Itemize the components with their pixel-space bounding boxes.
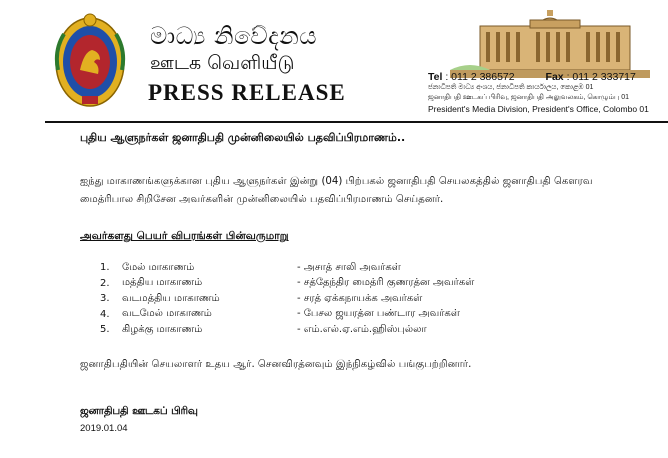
governor-name: - சத்தேந்திர மைத்ரி குணரத்ன அவர்கள் [297, 277, 475, 289]
address-english: President's Media Division, President's Office, Colombo 01 [428, 104, 649, 114]
item-number: 1. [100, 262, 110, 274]
fax-label: Fax [545, 71, 564, 83]
tel-label: Tel [428, 71, 443, 83]
sri-lanka-emblem-icon [52, 10, 128, 110]
item-number: 5. [100, 324, 110, 336]
item-number: 3. [100, 293, 110, 305]
press-release-body [80, 131, 640, 434]
presidential-building-icon [450, 6, 650, 78]
list-item [100, 276, 620, 292]
list-item [100, 260, 620, 276]
closing-statement: ஜனாதிபதியின் செயலாளர் உதய ஆர். செனவிரத்னவும் இந்நிகழ்வில் பங்குபற்றினார். [80, 359, 472, 370]
province-name: கிழக்கு மாகாணம் [122, 323, 203, 335]
list-item [100, 322, 620, 338]
title-tamil: ஊடக வெளியீடு [150, 52, 295, 74]
title-english: PRESS RELEASE [148, 80, 346, 105]
list-item [100, 291, 620, 307]
release-date: 2019.01.04 [80, 423, 128, 434]
governor-name: - பேசல ஜயரத்ன பண்டார அவர்கள் [297, 308, 460, 320]
province-name: வடமேல் மாகாணம் [122, 308, 212, 320]
title-sinhala: මාධ්‍ය නිවේදනය [150, 22, 317, 50]
list-item [100, 307, 620, 323]
tel-value: : 011 2 386572 [445, 71, 515, 83]
headline: புதிய ஆளுநர்கள் ஜனாதிபதி முன்னிலையில் பதவிப்பிரமாணம்.. [80, 131, 406, 144]
list-heading: அவர்களது பெயர் விபரங்கள் பின்வருமாறு [80, 230, 289, 242]
governor-list [100, 260, 620, 338]
signature-division: ஜனாதிபதி ஊடகப் பிரிவு [80, 405, 198, 417]
province-name: மத்திய மாகாணம் [122, 277, 203, 289]
contact-block [428, 71, 649, 114]
letterhead [0, 0, 668, 122]
header-divider [45, 121, 668, 123]
intro-paragraph: ஐந்து மாகாணங்களுக்கான புதிய ஆளுநர்கள் இன்று (04) பிற்பகல் ஜனாதிபதி செயலகத்தில் ஜனாதிபதி கௌரவ மைத்ரிபால சிறிசேன அவர்களின் முன்னிலையில் பதவிப்பிரமாணம் செய்தனர். [80, 176, 593, 205]
address-sinhala: ජනාධිපති මාධ්‍ය අංශය, ජනාධිපති කාර්යාලය, කොළඹ 01 [428, 84, 594, 91]
province-name: வடமத்திய மாகாணம் [122, 292, 220, 304]
item-number: 4. [100, 308, 110, 320]
governor-name: - அசாத் சாலி அவர்கள் [297, 261, 401, 273]
fax-value: : 011 2 333717 [566, 71, 636, 83]
item-number: 2. [100, 277, 110, 289]
address-tamil: ஜனாதிபதி ஊடகப் பிரிவு, ஜனாதிபதி அலுவலகம், கொழும்பு 01 [428, 94, 629, 101]
governor-name: - எம்.எல்.ஏ.எம்.ஹிஸ்புல்லா [297, 323, 427, 335]
governor-name: - சரத் ஏக்கநாயக்க அவர்கள் [297, 292, 423, 304]
province-name: மேல் மாகாணம் [122, 261, 195, 273]
